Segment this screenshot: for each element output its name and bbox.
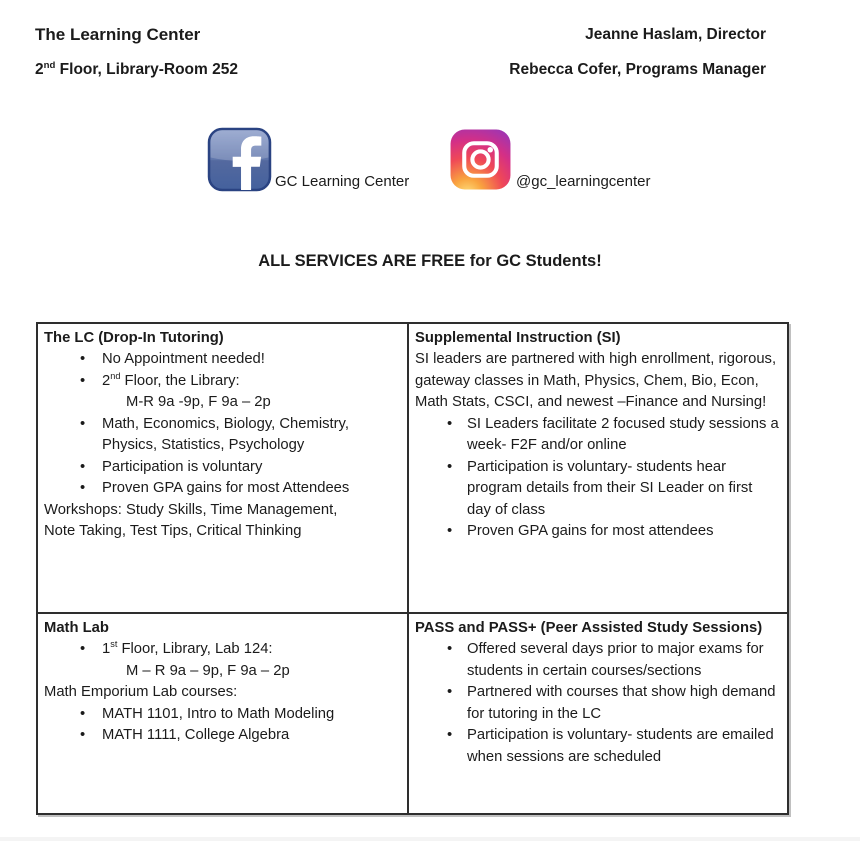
list-item: • Participation is voluntary <box>78 457 400 479</box>
services-table <box>36 322 789 815</box>
si-intro: SI leaders are partnered with high enrollment, rigorous, gateway classes in Math, Physics, Chem, Bio, Econ, Math Stats, CSCI, and newest –Finance and Nursing! <box>415 351 777 410</box>
facebook-handle: GC Learning Center <box>275 173 410 190</box>
lc-title: The LC (Drop-In Tutoring) <box>44 330 224 346</box>
lc-hours: M-R 9a -9p, F 9a – 2p <box>126 394 271 410</box>
facebook-entry <box>207 127 409 192</box>
instagram-entry <box>448 127 650 192</box>
cell-supplemental-instruction <box>408 323 788 613</box>
list-item: • 1st Floor, Library, Lab 124: M – R 9a – 9p, F 9a – 2p <box>78 639 400 682</box>
si-title: Supplemental Instruction (SI) <box>415 330 621 346</box>
mathlab-title: Math Lab <box>44 620 109 636</box>
lc-bullet-list <box>78 349 400 500</box>
mathlab-course-list <box>78 704 400 747</box>
si-bullet-list <box>445 414 780 543</box>
list-item: • Participation is voluntary- students hear program details from their SI Leader on first day of class <box>445 457 780 522</box>
facebook-icon <box>207 127 272 192</box>
mathlab-bullet-list <box>78 639 400 682</box>
banner-title: ALL SERVICES ARE FREE for GC Students! <box>258 252 602 270</box>
list-item: • Offered several days prior to major exams for students in certain courses/sections <box>445 639 780 682</box>
director-name: Jeanne Haslam, Director <box>585 26 766 43</box>
list-item: • Proven GPA gains for most Attendees <box>78 478 400 500</box>
list-item: • MATH 1101, Intro to Math Modeling <box>78 704 400 726</box>
lc-workshops-note: Workshops: Study Skills, Time Management, Note Taking, Test Tips, Critical Thinking <box>44 501 338 539</box>
org-title: The Learning Center <box>35 25 201 44</box>
pass-title: PASS and PASS+ (Peer Assisted Study Sessions) <box>415 620 763 636</box>
list-item: • MATH 1111, College Algebra <box>78 725 400 747</box>
page-bottom-edge <box>0 837 860 841</box>
header-right <box>509 25 766 80</box>
cell-pass-sessions <box>408 613 788 814</box>
org-location: 2nd Floor, Library-Room 252 <box>35 59 238 78</box>
list-item: • No Appointment needed! <box>78 349 400 371</box>
instagram-handle: @gc_learningcenter <box>516 173 651 190</box>
instagram-icon <box>448 127 513 192</box>
mathlab-courses-label: Math Emporium Lab courses: <box>44 684 238 700</box>
list-item: • 2nd Floor, the Library: M-R 9a -9p, F 9a – 2p <box>78 371 400 414</box>
list-item: • Partnered with courses that show high demand for tutoring in the LC <box>445 682 780 725</box>
pass-bullet-list <box>445 639 780 768</box>
list-item: • SI Leaders facilitate 2 focused study sessions a week- F2F and/or online <box>445 414 780 457</box>
header-left <box>35 25 238 80</box>
cell-math-lab <box>37 613 408 814</box>
cell-lc-tutoring <box>37 323 408 613</box>
mathlab-hours: M – R 9a – 9p, F 9a – 2p <box>126 662 290 679</box>
list-item: • Proven GPA gains for most attendees <box>445 521 780 543</box>
list-item: • Math, Economics, Biology, Chemistry, Physics, Statistics, Psychology <box>78 414 400 457</box>
manager-name: Rebecca Cofer, Programs Manager <box>509 61 766 78</box>
list-item: • Participation is voluntary- students are emailed when sessions are scheduled <box>445 725 780 768</box>
